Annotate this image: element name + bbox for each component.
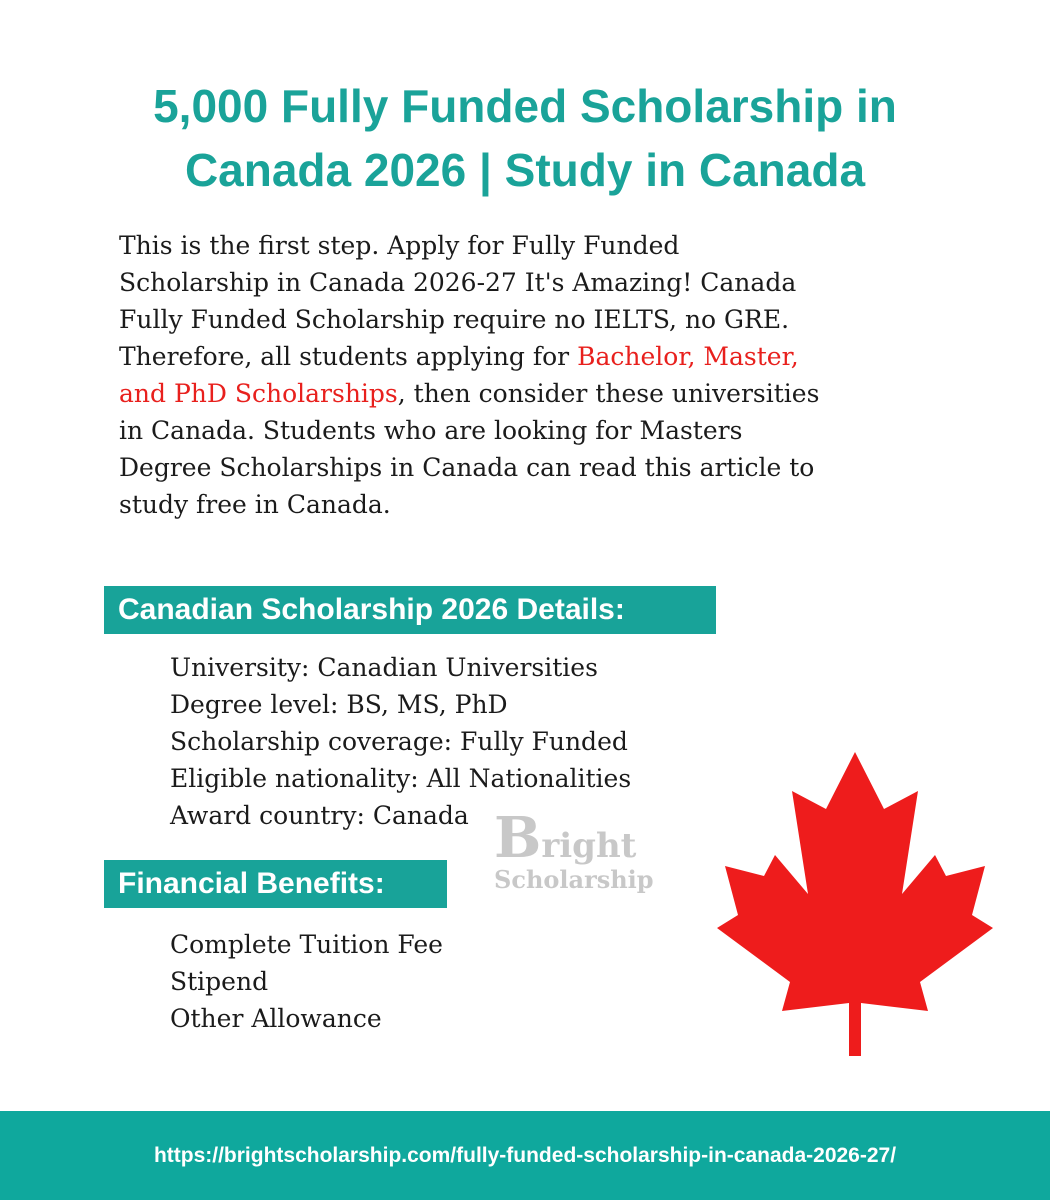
footer-bar xyxy=(0,1111,1050,1200)
list-item-nationality: Eligible nationality: All Nationalities xyxy=(170,764,632,793)
page-title-line-2: Canada 2026 | Study in Canada xyxy=(184,144,866,196)
list-item-university: University: Canadian Universities xyxy=(170,653,598,682)
benefits-list xyxy=(170,926,443,1037)
intro-highlight-link[interactable]: Bachelor, Master, and PhD Scholarships xyxy=(119,342,799,408)
watermark-line-2: Scholarship xyxy=(494,865,654,894)
list-item-stipend: Stipend xyxy=(170,967,269,996)
list-item-award-country: Award country: Canada xyxy=(170,801,469,830)
page-title xyxy=(0,74,1050,202)
maple-leaf-icon xyxy=(715,748,995,1056)
brand-watermark xyxy=(494,805,654,894)
list-item-degree-level: Degree level: BS, MS, PhD xyxy=(170,690,508,719)
watermark-line-1 xyxy=(494,805,654,871)
benefits-heading-banner: Financial Benefits: xyxy=(104,860,447,908)
list-item-allowance: Other Allowance xyxy=(170,1004,382,1033)
page-title-line-1: 5,000 Fully Funded Scholarship in xyxy=(153,80,897,132)
intro-text-start: This is the first step. Apply for Fully Funded Scholarship in Canada 2026-27 It's Amazing! Canada Fully Funded Scholarship require no IELTS, no GRE. Therefore, all students applying for xyxy=(119,231,797,371)
intro-text-end: , then consider these universities in Canada. Students who are looking for Masters Degree Scholarships in Canada can read this article to study free in Canada. xyxy=(119,379,820,519)
footer-url-link[interactable]: https://brightscholarship.com/fully-funded-scholarship-in-canada-2026-27/ xyxy=(153,1143,897,1167)
maple-leaf-shape xyxy=(717,752,993,1056)
intro-paragraph xyxy=(119,227,909,523)
list-item-tuition: Complete Tuition Fee xyxy=(170,930,443,959)
watermark-word: right xyxy=(541,826,637,866)
details-heading-banner: Canadian Scholarship 2026 Details: xyxy=(104,586,716,634)
watermark-initial: B xyxy=(494,805,542,871)
details-list xyxy=(170,649,631,834)
list-item-coverage: Scholarship coverage: Fully Funded xyxy=(170,727,628,756)
